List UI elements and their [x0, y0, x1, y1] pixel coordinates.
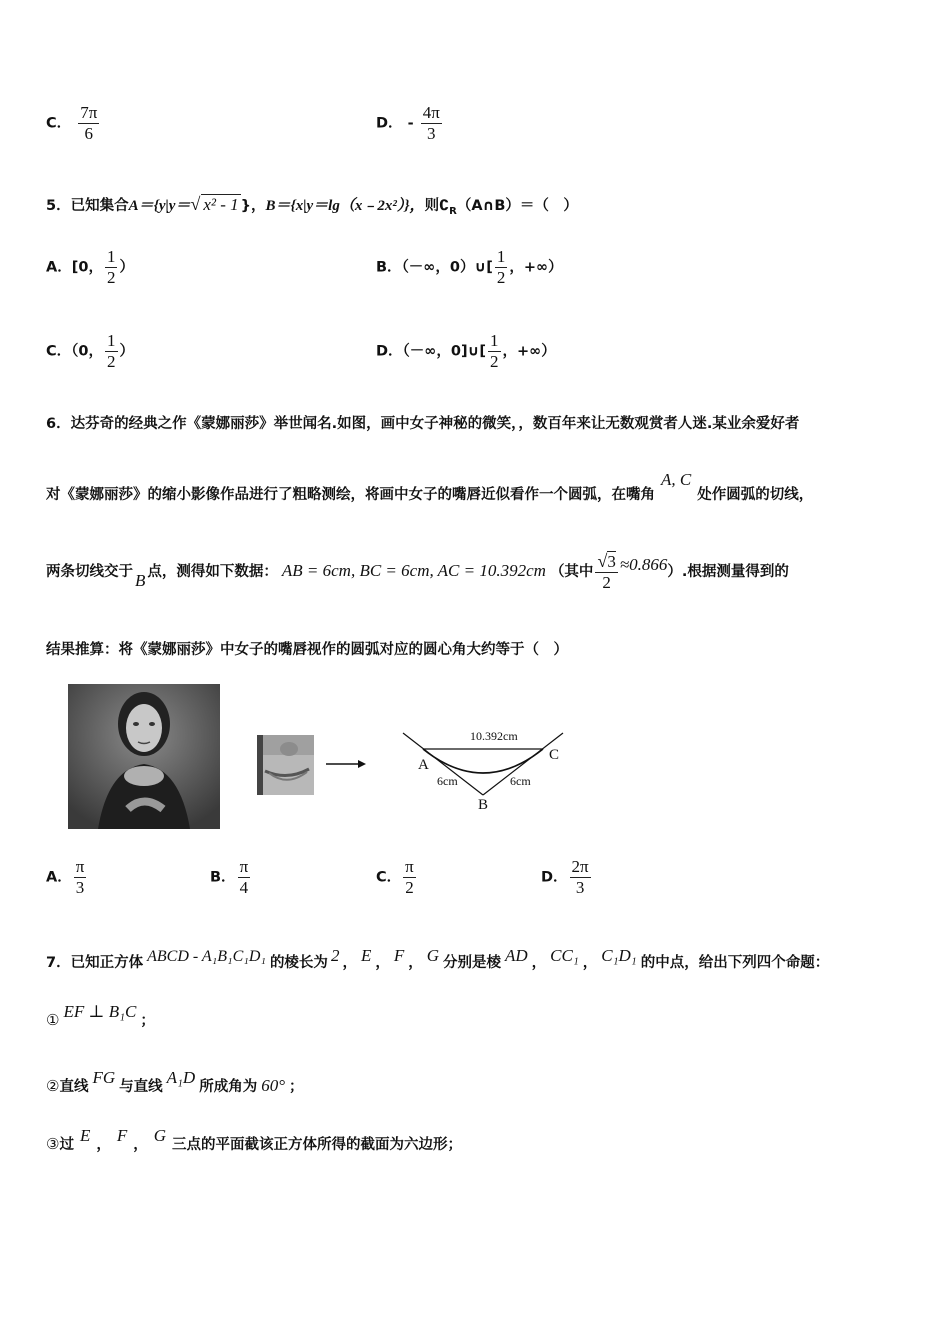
- option-label: D．: [376, 343, 403, 360]
- radicand: 3: [607, 552, 616, 571]
- numerator: 4π: [422, 103, 440, 122]
- option-text: ）: [119, 259, 134, 276]
- denominator: 2: [405, 877, 414, 897]
- q7-text: 过: [59, 1137, 74, 1153]
- denominator: 3: [575, 877, 585, 897]
- fraction: [74, 858, 87, 897]
- q7-proposition-1: [46, 1002, 155, 1030]
- separator: ，: [133, 1137, 148, 1153]
- q4-c-fraction: [78, 104, 99, 143]
- minus-sign: -: [407, 115, 414, 132]
- numerator: 7π: [80, 103, 98, 122]
- denominator: 4: [239, 877, 249, 897]
- question-number: 7．: [46, 955, 71, 971]
- point-e: E: [79, 1126, 91, 1145]
- point-g: G: [426, 946, 439, 965]
- fraction: [105, 248, 118, 287]
- numerator: 1: [106, 247, 116, 266]
- lip-arc: [423, 749, 543, 773]
- mona-lisa-image: [68, 684, 220, 829]
- separator: ，: [96, 1137, 111, 1153]
- set-a-end: }，: [240, 198, 266, 214]
- label-point-b: B: [478, 797, 489, 813]
- q6-text: ）.根据测量得到的: [667, 563, 789, 580]
- circled-number: ③: [46, 1135, 60, 1153]
- denominator: 2: [496, 267, 506, 287]
- q6-text: 点，测得如下数据：: [147, 563, 278, 580]
- denominator: 3: [75, 877, 85, 897]
- complement-symbol: ∁: [439, 198, 450, 214]
- option-label: D．: [376, 115, 403, 132]
- q7-text: 的棱长为: [269, 955, 328, 971]
- set-a: A＝{y|y＝: [128, 198, 191, 214]
- q7-text: 与直线: [119, 1079, 163, 1095]
- q5-text: 已知集合: [70, 198, 129, 214]
- q7-text: 所成角为: [199, 1079, 258, 1095]
- q6-option-d: [541, 858, 593, 897]
- q5-text: 则: [424, 198, 440, 214]
- sqrt3-over-2: [595, 552, 617, 592]
- denominator: 2: [106, 267, 116, 287]
- q6-line-2: [46, 470, 813, 504]
- circled-number: ②: [46, 1077, 60, 1095]
- denominator: 2: [107, 351, 116, 371]
- option-text: （0，: [71, 343, 103, 360]
- q6-line-3: [46, 552, 789, 592]
- q6-text: （其中: [549, 563, 594, 580]
- denominator: 6: [84, 123, 94, 143]
- math-ac: A, C: [661, 470, 692, 489]
- q6-option-c: [376, 858, 418, 897]
- q5-option-b: [376, 248, 563, 287]
- point-e: E: [360, 946, 372, 965]
- edge-ad: AD: [505, 946, 528, 965]
- option-text: [0，: [71, 259, 103, 276]
- option-label: C．: [46, 343, 72, 360]
- option-label: B．: [210, 869, 236, 886]
- separator: ，: [582, 955, 598, 971]
- fraction: [570, 858, 591, 897]
- q5-option-a: [46, 248, 134, 287]
- circled-number: ①: [46, 1011, 60, 1029]
- option-label: D．: [541, 869, 568, 886]
- q5-option-d: [376, 332, 556, 371]
- numerator: π: [75, 857, 85, 876]
- option-label: C．: [376, 869, 402, 886]
- point-g: G: [153, 1126, 167, 1145]
- sqrt-symbol-icon: √: [190, 194, 201, 214]
- q5-stem: [46, 194, 578, 217]
- q6-text: 结果推算：将《蒙娜丽莎》中女子的嘴唇视作的圆弧对应的圆心角大约等于（ ）: [46, 642, 568, 658]
- q4-option-d: [376, 104, 444, 143]
- line-a1d: A₁D: [166, 1068, 196, 1087]
- q7-proposition-2: [46, 1068, 304, 1096]
- complement-subscript: R: [449, 206, 457, 217]
- math-b: B: [135, 570, 146, 590]
- option-text: ）: [119, 343, 134, 360]
- fraction: [488, 332, 501, 371]
- angle-value: 60°: [261, 1076, 286, 1095]
- numerator: 2π: [571, 857, 589, 876]
- q6-option-b: [210, 858, 252, 897]
- q6-line-1: [46, 412, 799, 433]
- cube-name: ABCD - A₁B₁C₁D₁: [147, 948, 266, 965]
- denominator: 2: [490, 351, 499, 371]
- separator: ，: [408, 955, 423, 971]
- numerator: π: [405, 857, 414, 876]
- q7-stem: [46, 946, 829, 972]
- numerator: 1: [107, 331, 116, 350]
- fraction: [495, 248, 508, 287]
- label-point-a: A: [418, 757, 429, 773]
- label-ac-length: 10.392cm: [470, 729, 518, 743]
- q4-d-fraction: [421, 104, 442, 143]
- label-point-c: C: [549, 747, 560, 763]
- measurement-math: AB = 6cm, BC = 6cm, AC = 10.392cm: [281, 560, 546, 580]
- q6-text: 对《蒙娜丽莎》的缩小影像作品进行了粗略测绘，将画中女子的嘴唇近似看作一个圆弧，在嘴角: [46, 487, 655, 503]
- q7-text: 的中点，给出下列四个命题：: [640, 955, 830, 971]
- denominator: 2: [602, 572, 611, 592]
- q7-text: 分别是棱: [443, 955, 501, 971]
- numerator: 1: [496, 247, 506, 266]
- prop-1-math: EF ⊥ B₁C: [63, 1002, 137, 1021]
- label-bc-length: 6cm: [510, 774, 531, 788]
- edge-c1d1: C₁D₁: [601, 946, 637, 965]
- separator: ，: [342, 955, 357, 971]
- q7-proposition-3: [46, 1126, 462, 1154]
- approx-value: ≈0.866: [619, 554, 668, 574]
- fraction: [403, 858, 416, 897]
- fraction: [105, 332, 118, 371]
- question-number: 5．: [46, 198, 71, 214]
- line-fg: FG: [92, 1068, 116, 1087]
- q5-option-c: [46, 332, 134, 371]
- point-f: F: [116, 1126, 128, 1145]
- numerator: π: [239, 857, 249, 876]
- option-label: A．: [46, 259, 72, 276]
- edge-cc1: CC₁: [550, 946, 579, 965]
- q6-line-4: [46, 638, 568, 659]
- separator: ，: [531, 955, 547, 971]
- q6-text: 两条切线交于: [46, 563, 133, 580]
- option-label: A．: [46, 869, 72, 886]
- q7-text: 已知正方体: [70, 955, 144, 971]
- separator: ，: [375, 955, 390, 971]
- mouth-closeup-image: [257, 735, 314, 795]
- q4-option-c: [46, 104, 101, 143]
- option-text: （－∞，0）∪[: [401, 259, 493, 276]
- option-label: B．: [376, 259, 402, 276]
- fraction: [238, 858, 251, 897]
- q7-text: 三点的平面截该正方体所得的截面为六边形；: [172, 1137, 463, 1153]
- separator: ；: [289, 1079, 304, 1095]
- radicand: x² - 1: [203, 195, 239, 214]
- q7-text: 直线: [59, 1079, 89, 1095]
- q6-text: 达芬奇的经典之作《蒙娜丽莎》举世闻名.如图，画中女子神秘的微笑，，数百年来让无数观赏者人迷.某业余爱好者: [70, 416, 800, 432]
- sqrt-symbol-icon: √: [597, 551, 608, 571]
- option-text: ，+∞）: [502, 343, 556, 360]
- set-b: B＝{x|y＝lg（x﹣2x²）}，: [265, 198, 425, 214]
- question-number: 6．: [46, 416, 71, 432]
- q6-option-a: [46, 858, 88, 897]
- arrow-right-icon: [326, 757, 366, 771]
- denominator: 3: [427, 123, 436, 143]
- label-ab-length: 6cm: [437, 774, 458, 788]
- option-text: （－∞，0]∪[: [402, 343, 486, 360]
- separator: ；: [140, 1013, 155, 1029]
- option-text: ，+∞）: [509, 259, 563, 276]
- q5-text: （A∩B）＝（ ）: [456, 198, 578, 214]
- point-f: F: [393, 946, 405, 965]
- edge-length: 2: [330, 946, 340, 965]
- q6-text: 处作圆弧的切线，: [697, 487, 814, 503]
- option-label: C．: [46, 115, 72, 132]
- numerator: 1: [490, 331, 499, 350]
